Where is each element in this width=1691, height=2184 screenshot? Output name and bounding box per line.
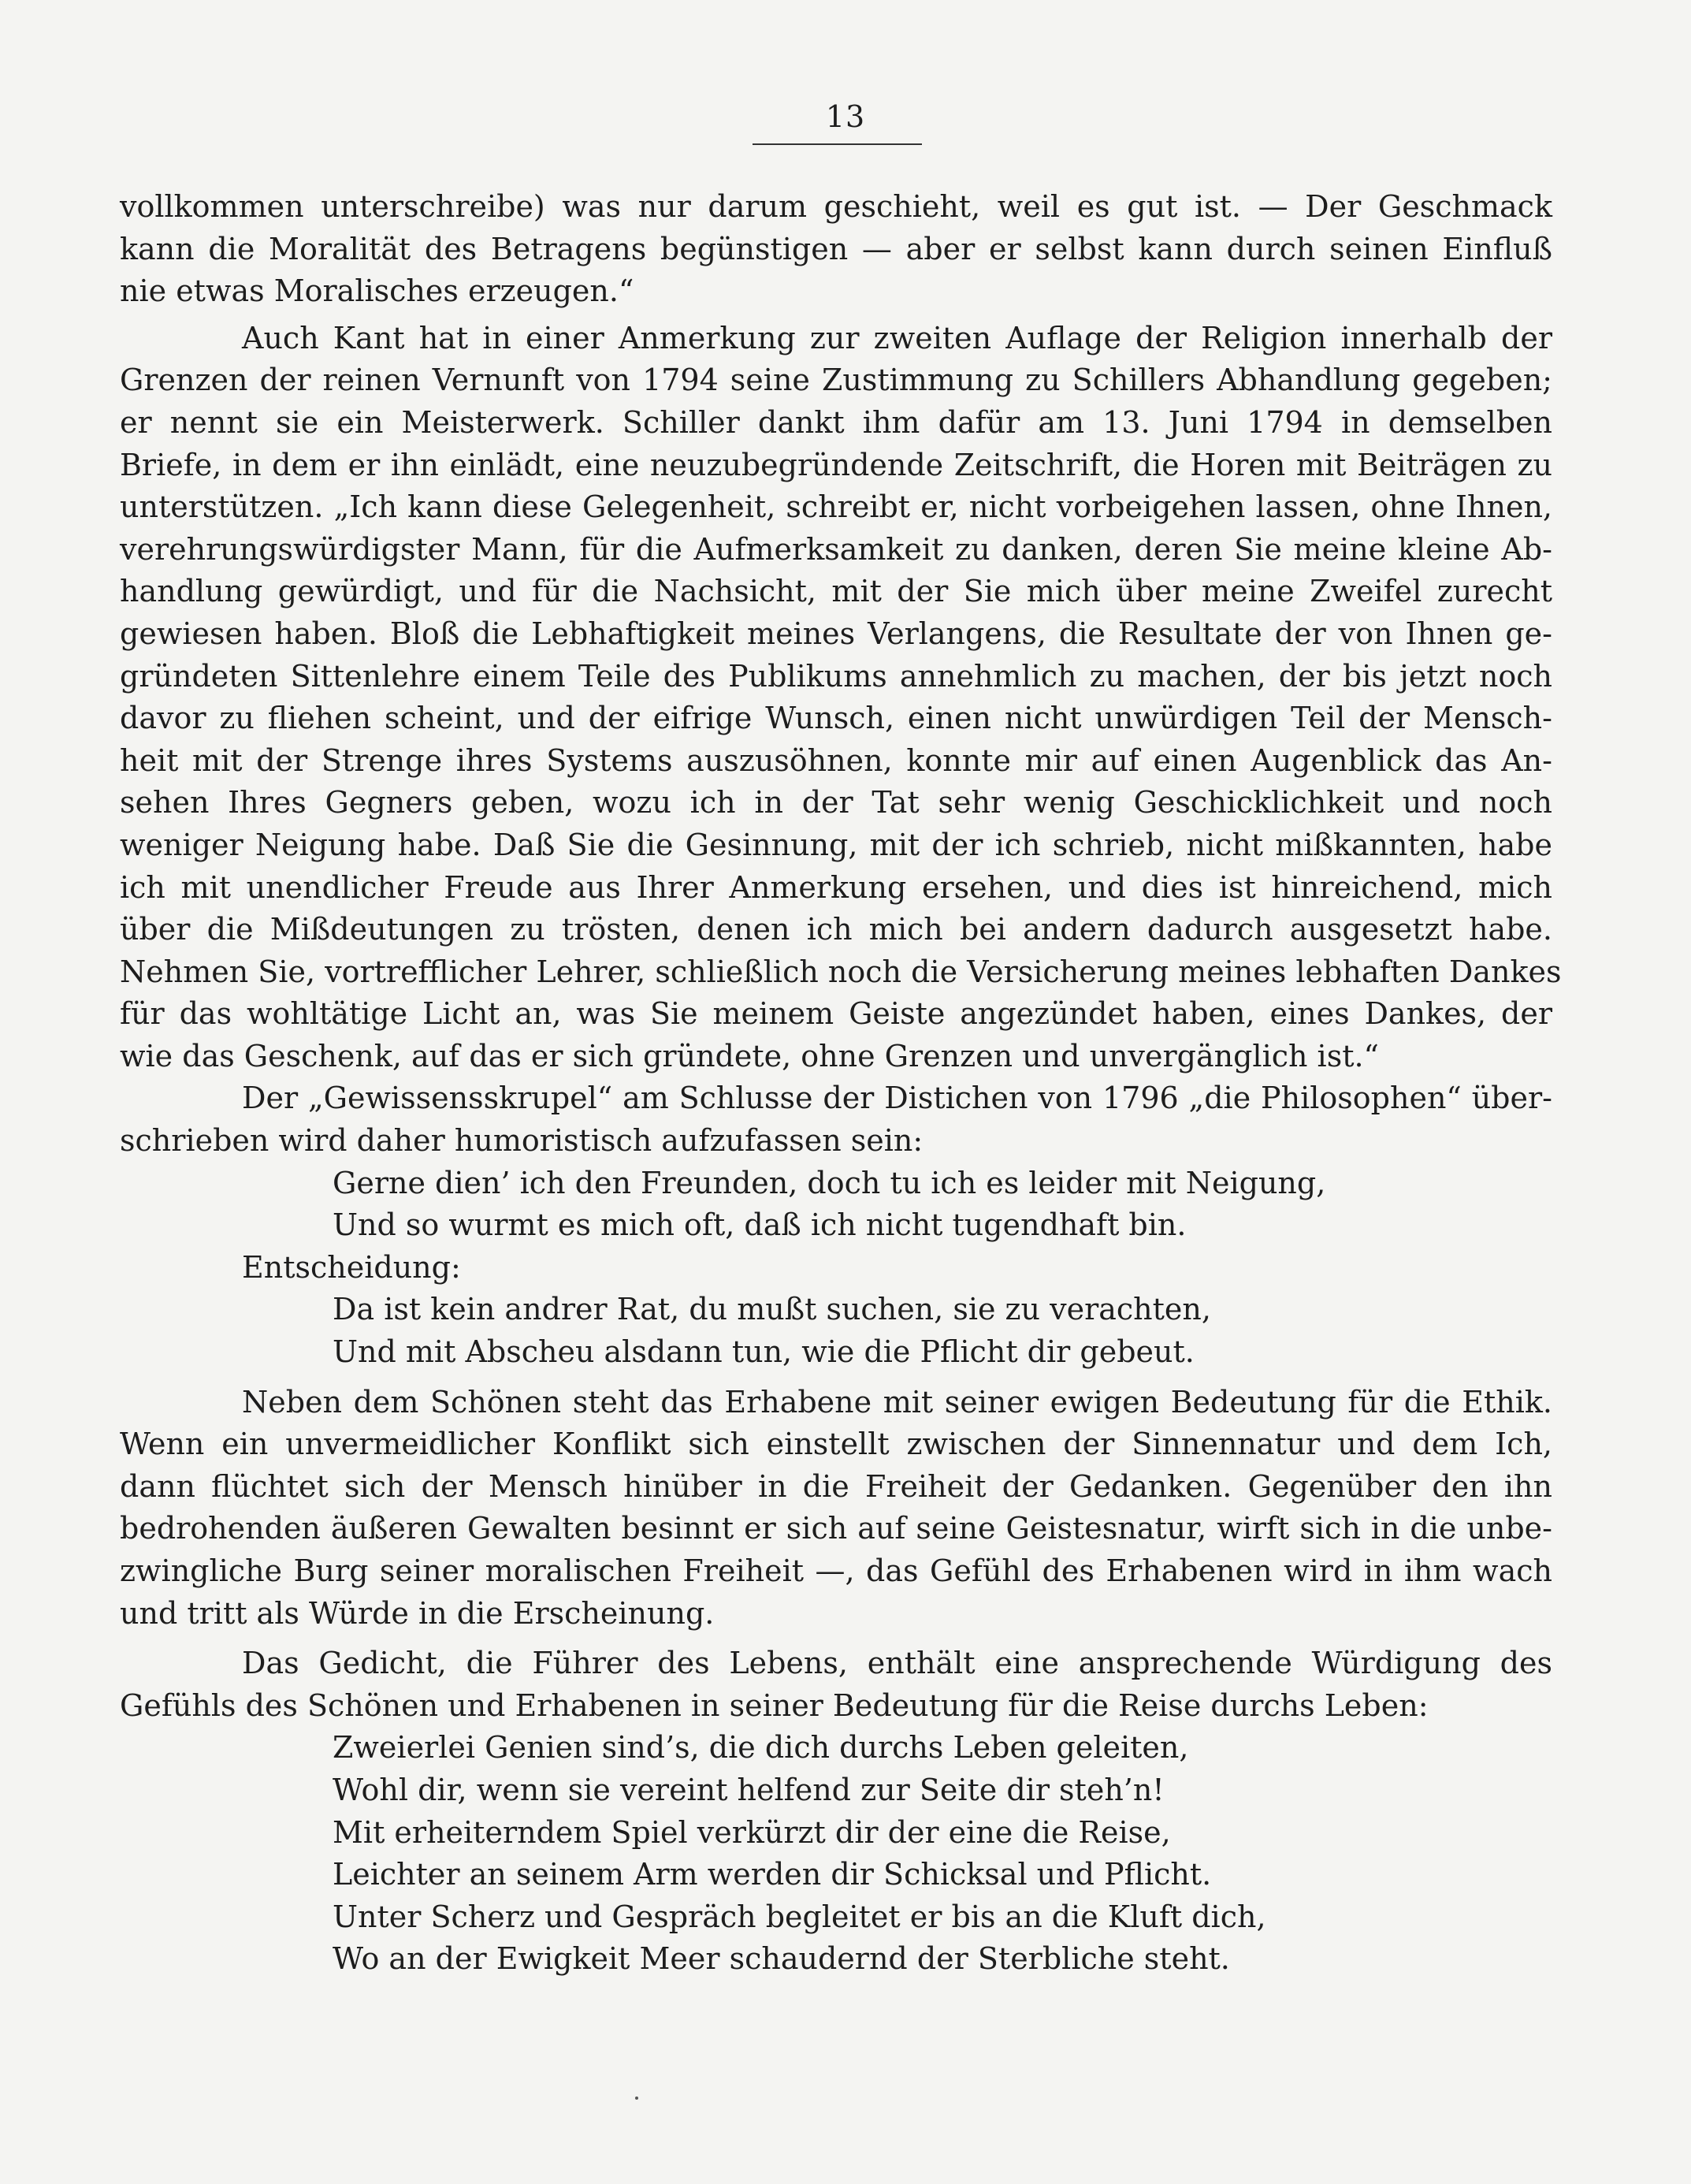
verse-line: Und so wurmt es mich oft, daß ich nicht tugendhaft bin.	[333, 1207, 1187, 1243]
text-line: gründeten Sittenlehre einem Teile des Publikums annehmlich zu machen, der bis jetzt noch	[120, 658, 1552, 694]
text-line: davor zu fliehen scheint, und der eifrige Wunsch, einen nicht unwürdigen Teil der Mensch-	[120, 701, 1552, 736]
header-rule	[753, 143, 922, 145]
text-line: Auch Kant hat in einer Anmerkung zur zweiten Auflage der Religion innerhalb der	[242, 320, 1552, 355]
text-line: heit mit der Strenge ihres Systems auszusöhnen, konnte mir auf einen Augenblick das An-	[120, 742, 1552, 778]
text-line: ich mit unendlicher Freude aus Ihrer Anmerkung ersehen, und dies ist hinreichend, mich	[120, 869, 1552, 905]
text-line: er nennt sie ein Meisterwerk. Schiller dankt ihm dafür am 13. Juni 1794 in demselben	[120, 404, 1552, 440]
text-line: Briefe, in dem er ihn einlädt, eine neuzubegründende Zeitschrift, die Horen mit Beiträgen zu	[120, 447, 1552, 482]
text-line: und tritt als Würde in die Erscheinung.	[120, 1595, 715, 1631]
text-line: nie etwas Moralisches erzeugen.“	[120, 273, 634, 309]
verse-line: Wohl dir, wenn sie vereint helfend zur Seite dir steh’n!	[333, 1772, 1165, 1807]
text-line: Nehmen Sie, vortrefflicher Lehrer, schließlich noch die Versicherung meines lebhaften Dankes	[120, 954, 1562, 989]
text-line: handlung gewürdigt, und für die Nachsicht, mit der Sie mich über meine Zweifel zurecht	[120, 574, 1552, 609]
text-line: Das Gedicht, die Führer des Lebens, enthält eine ansprechende Würdigung des	[242, 1646, 1552, 1681]
text-line: verehrungswürdigster Mann, für die Aufmerksamkeit zu danken, deren Sie meine kleine Ab-	[120, 531, 1552, 567]
text-line: kann die Moralität des Betragens begünstigen — aber er selbst kann durch seinen Einfluß	[120, 231, 1552, 266]
text-line: Gefühls des Schönen und Erhabenen in seiner Bedeutung für die Reise durchs Leben:	[120, 1687, 1429, 1723]
text-line: gewiesen haben. Bloß die Lebhaftigkeit meines Verlangens, die Resultate der von Ihnen ge-	[120, 616, 1552, 651]
text-line: Grenzen der reinen Vernunft von 1794 seine Zustimmung zu Schillers Abhandlung gegeben;	[120, 363, 1552, 398]
text-line: Neben dem Schönen steht das Erhabene mit seiner ewigen Bedeutung für die Ethik.	[242, 1384, 1552, 1419]
verse-line: Da ist kein andrer Rat, du mußt suchen, sie zu verachten,	[333, 1292, 1211, 1327]
text-line: weniger Neigung habe. Daß Sie die Gesinnung, mit der ich schrieb, nicht mißkannten, habe	[120, 827, 1552, 862]
text-line: dann flüchtet sich der Mensch hinüber in die Freiheit der Gedanken. Gegenüber den ihn	[120, 1468, 1552, 1504]
text-line: zwingliche Burg seiner moralischen Freiheit —, das Gefühl des Erhabenen wird in ihm wach	[120, 1553, 1552, 1588]
text-line: schrieben wird daher humoristisch aufzufassen sein:	[120, 1123, 924, 1159]
page-number: 13	[825, 99, 866, 134]
text-line: sehen Ihres Gegners geben, wozu ich in der Tat sehr wenig Geschicklichkeit und noch	[120, 785, 1552, 820]
verse-line: Wo an der Ewigkeit Meer schaudernd der Sterbliche steht.	[333, 1941, 1230, 1977]
verse-line: Leichter an seinem Arm werden dir Schicksal und Pflicht.	[333, 1857, 1212, 1892]
body-text	[120, 186, 1562, 1981]
text-line: Der „Gewissensskrupel“ am Schlusse der Distichen von 1796 „die Philosophen“ über-	[242, 1081, 1552, 1116]
verse-line: Zweierlei Genien sind’s, die dich durchs Leben geleiten,	[333, 1730, 1189, 1765]
speck	[635, 2097, 638, 2100]
text-line: unterstützen. „Ich kann diese Gelegenheit, schreibt er, nicht vorbeigehen lassen, ohne Ihnen,	[120, 489, 1552, 525]
text-line: bedrohenden äußeren Gewalten besinnt er sich auf seine Geistesnatur, wirft sich in die unbe-	[120, 1511, 1552, 1546]
verse-line: Gerne dien’ ich den Freunden, doch tu ich es leider mit Neigung,	[333, 1165, 1326, 1200]
text-line: für das wohltätige Licht an, was Sie meinem Geiste angezündet haben, eines Dankes, der	[120, 996, 1552, 1032]
verse-line: Mit erheiterndem Spiel verkürzt dir der eine die Reise,	[333, 1814, 1171, 1850]
verse-line: Unter Scherz und Gespräch begleitet er bis an die Kluft dich,	[333, 1899, 1266, 1934]
text-line: Wenn ein unvermeidlicher Konflikt sich einstellt zwischen der Sinnennatur und dem Ich,	[120, 1427, 1552, 1462]
verse-line: Und mit Abscheu alsdann tun, wie die Pflicht dir gebeut.	[333, 1334, 1195, 1370]
text-line: über die Mißdeutungen zu trösten, denen ich mich bei andern dadurch ausgesetzt habe.	[120, 912, 1552, 947]
text-line: wie das Geschenk, auf das er sich gründete, ohne Grenzen und unvergänglich ist.“	[120, 1038, 1379, 1073]
text-line: Entscheidung:	[242, 1249, 461, 1285]
text-line: vollkommen unterschreibe) was nur darum geschieht, weil es gut ist. — Der Geschmack	[120, 189, 1552, 224]
